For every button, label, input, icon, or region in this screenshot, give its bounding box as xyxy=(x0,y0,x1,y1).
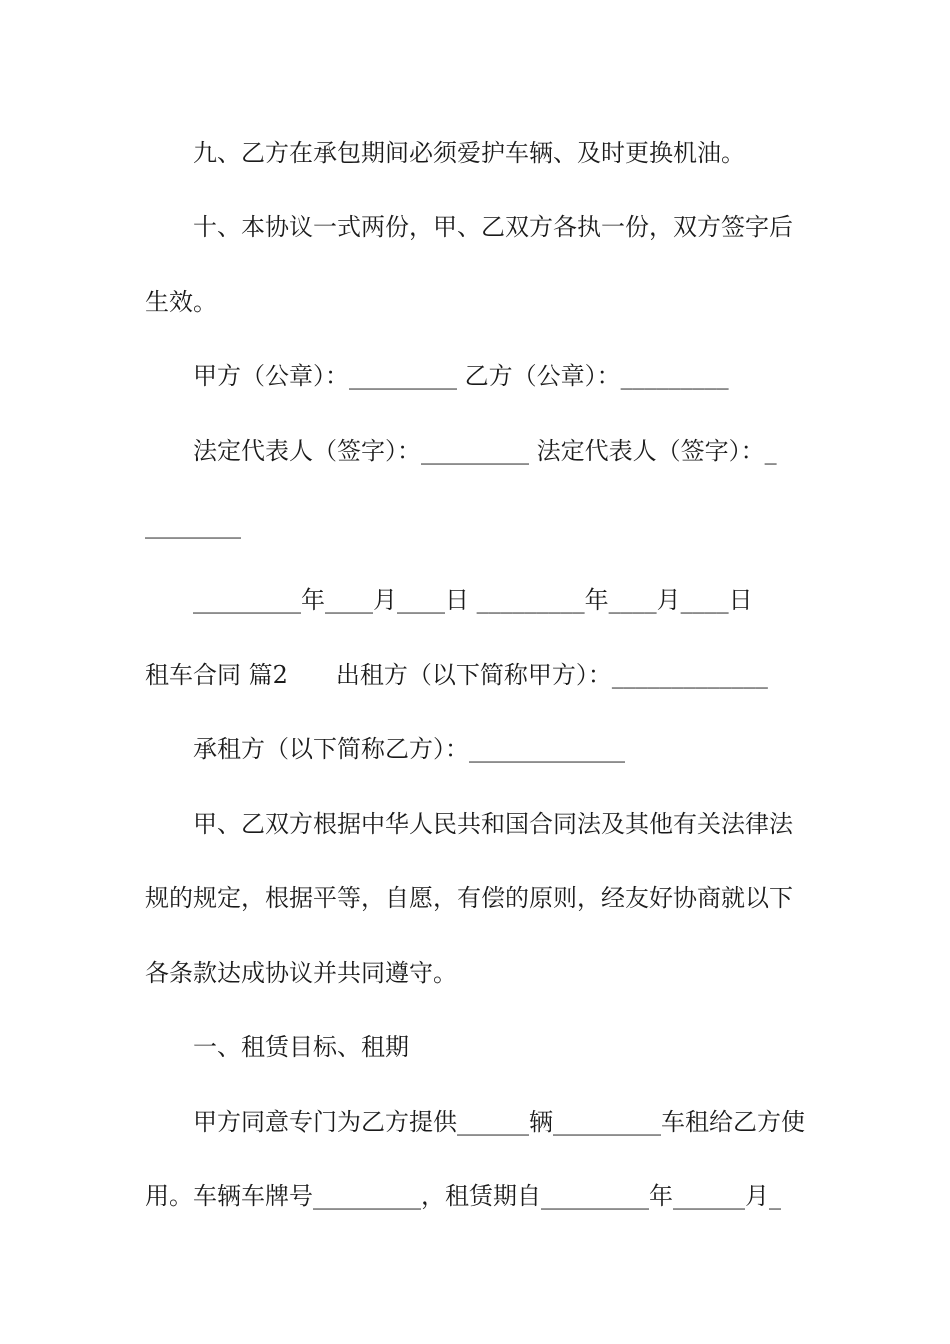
clause-10-text-continued: 生效。 xyxy=(145,288,217,316)
date-line: _________年____月____日 _________年____月____日 xyxy=(193,586,753,614)
section-1-text-line-2: 用。车辆车牌号_________，租赁期自_________年______月_ xyxy=(145,1182,781,1210)
legal-representative-line: 法定代表人（签字）：_________ 法定代表人（签字）：_ xyxy=(193,437,777,465)
seal-signature-line: 甲方（公章）：_________ 乙方（公章）：_________ xyxy=(193,362,729,390)
preamble-text-line-2: 规的规定，根据平等，自愿，有偿的原则，经友好协商就以下 xyxy=(145,884,793,912)
preamble-text-line-3: 各条款达成协议并共同遵守。 xyxy=(145,959,457,987)
legal-representative-line-continued: ________ xyxy=(145,511,241,539)
contract-2-lessor-line: 租车合同 篇2 出租方（以下简称甲方）：_____________ xyxy=(145,661,768,689)
preamble-text: 甲、乙双方根据中华人民共和国合同法及其他有关法律法 xyxy=(193,810,793,838)
section-1-heading: 一、租赁目标、租期 xyxy=(193,1033,409,1061)
clause-10-text: 十、本协议一式两份，甲、乙双方各执一份，双方签字后 xyxy=(193,213,793,241)
clause-9-text: 九、乙方在承包期间必须爱护车辆、及时更换机油。 xyxy=(193,139,745,167)
section-1-text: 甲方同意专门为乙方提供______辆_________车租给乙方使 xyxy=(193,1108,805,1136)
lessee-line: 承租方（以下简称乙方）：_____________ xyxy=(193,735,625,763)
